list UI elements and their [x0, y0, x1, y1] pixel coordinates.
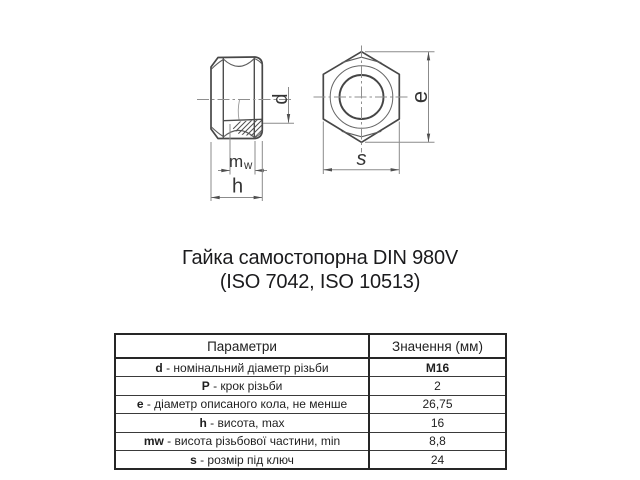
value-cell: 2 — [369, 377, 506, 395]
parameter-cell: h - висота, max — [115, 414, 369, 432]
spec-table-row — [115, 395, 506, 413]
dim-mw — [218, 124, 267, 175]
dim-d — [263, 87, 294, 123]
title-line-1: Гайка самостопорна DIN 980V — [181, 247, 459, 269]
parameter-cell: e - діаметр описаного кола, не менше — [115, 395, 369, 413]
value-cell: 24 — [369, 450, 506, 469]
col-header-values: Значення (мм) — [369, 334, 506, 358]
spec-table-header-row — [115, 334, 506, 358]
parameter-cell: s - розмір під ключ — [115, 450, 369, 469]
spec-table-row — [115, 432, 506, 450]
value-cell: M16 — [369, 358, 506, 377]
spec-table-body — [115, 358, 506, 469]
spec-table-row — [115, 414, 506, 432]
parameter-cell: mw - висота різьбової частини, min — [115, 432, 369, 450]
spec-table-row — [115, 450, 506, 469]
spec-table-row — [115, 358, 506, 377]
dim-label-h: h — [231, 175, 244, 198]
dim-label-s: s — [356, 148, 367, 170]
parameter-cell: P - крок різьби — [115, 377, 369, 395]
insert-hatching — [222, 118, 279, 140]
value-cell: 16 — [369, 414, 506, 432]
spec-table — [114, 333, 507, 470]
dim-label-d: d — [270, 93, 292, 105]
value-cell: 26,75 — [369, 395, 506, 413]
title-line-2: (ISO 7042, ISO 10513) — [219, 270, 421, 293]
dim-label-e: e — [407, 90, 432, 104]
col-header-parameters: Параметри — [115, 334, 369, 358]
value-cell: 8,8 — [369, 432, 506, 450]
dim-label-mw: m — [229, 152, 244, 171]
parameter-cell: d - номінальний діаметр різьби — [115, 358, 369, 377]
product-title — [0, 247, 640, 294]
dim-label-mw-sub: w — [244, 160, 253, 172]
top-view — [314, 46, 410, 153]
spec-table-row — [115, 377, 506, 395]
